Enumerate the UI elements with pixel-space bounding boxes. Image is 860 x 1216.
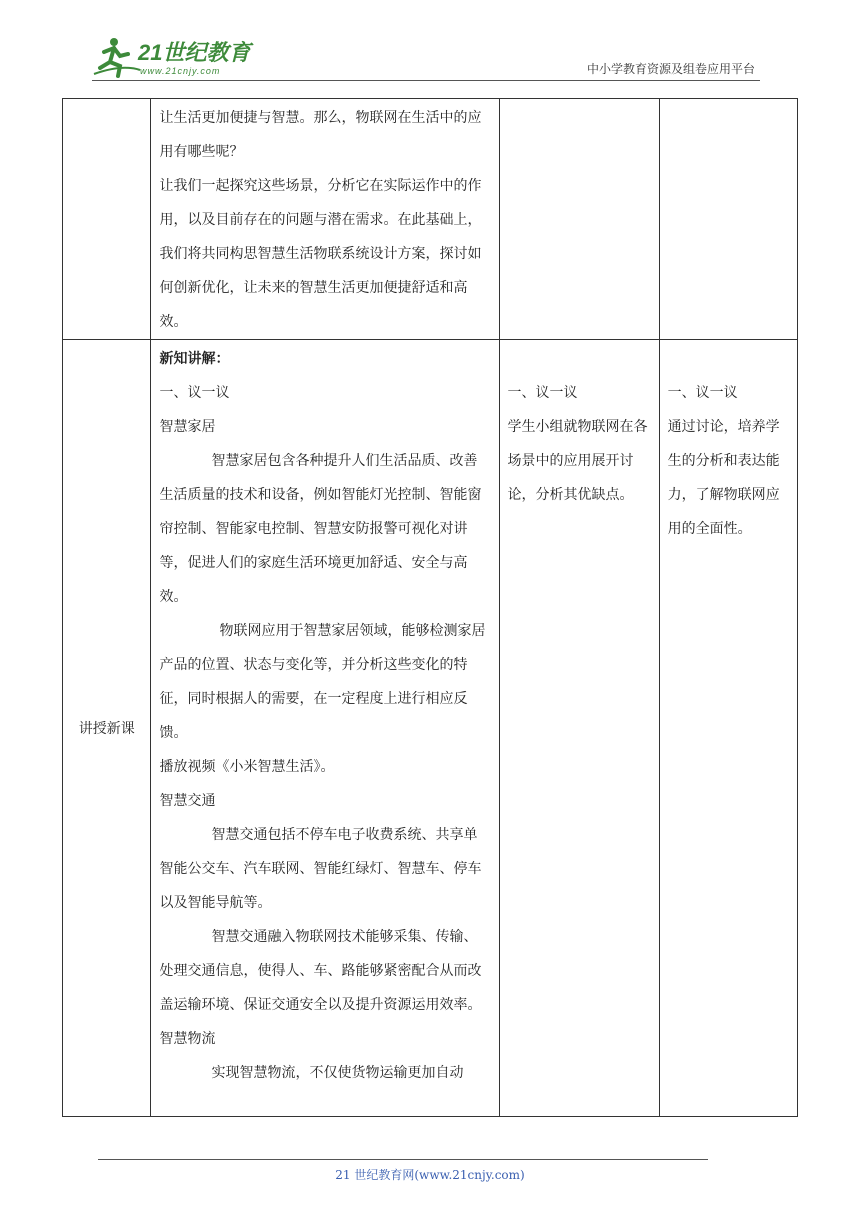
subheading: 一、议一议 (507, 385, 578, 401)
page-header (0, 0, 860, 90)
design-intent-cell (659, 340, 797, 1117)
content-cell (151, 340, 499, 1117)
subheading: 一、议一议 (159, 385, 230, 401)
header-divider (92, 80, 760, 81)
paragraph: 让我们一起探究这些场景，分析它在实际运作中的作用，以及目前存在的问题与潜在需求。在此基础上，我们将共同构思智慧生活物联系统设计方案，探讨如何创新优化，让未来的智慧生活更加便捷舒适和高效。 (159, 178, 482, 330)
runner-logo-icon (92, 34, 262, 80)
student-activity-cell (499, 99, 659, 340)
table-row (63, 340, 798, 1117)
paragraph: 实现智慧物流，不仅使货物运输更加自动 (211, 1065, 464, 1081)
footer-link[interactable]: 21 世纪教育网(www.21cnjy.com) (335, 1168, 525, 1182)
svg-text:www.21cnjy.com: www.21cnjy.com (140, 66, 221, 76)
paragraph: 播放视频《小米智慧生活》。 (159, 759, 335, 775)
section-cell (63, 99, 151, 340)
section-label: 讲授新课 (63, 340, 151, 1117)
student-activity-cell (499, 340, 659, 1117)
paragraph: 智慧交通融入物联网技术能够采集、传输、处理交通信息，使得人、车、路能够紧密配合从而改盖运输环境、保证交通安全以及提升资源运用效率。 (159, 929, 482, 1013)
paragraph: 智慧交通包括不停车电子收费系统、共享单智能公交车、汽车联网、智能红绿灯、智慧车、停车以及智能导航等。 (159, 827, 482, 911)
svg-text:21世纪教育: 21世纪教育 (138, 40, 251, 65)
paragraph: 通过讨论，培养学生的分析和表达能力，了解物联网应用的全面性。 (667, 419, 780, 537)
paragraph: 智慧家居包含各种提升人们生活品质、改善生活质量的技术和设备，例如智能灯光控制、智能窗帘控制、智能家电控制、智慧安防报警可视化对讲等，促进人们的家庭生活环境更加舒适、安全与高效。 (159, 453, 482, 605)
topic-title: 智慧家居 (159, 419, 216, 435)
design-intent-cell (659, 99, 797, 340)
topic-title: 智慧物流 (159, 1031, 216, 1047)
footer-divider (98, 1159, 708, 1160)
site-logo[interactable] (92, 34, 262, 80)
paragraph: 学生小组就物联网在各场景中的应用展开讨论，分析其优缺点。 (507, 419, 648, 503)
paragraph: 物联网应用于智慧家居领域，能够检测家居产品的位置、状态与变化等，并分析这些变化的特征，同时根据人的需要，在一定程度上进行相应反馈。 (159, 623, 486, 741)
lesson-plan-table (62, 98, 798, 1117)
content-cell (151, 99, 499, 340)
section-heading: 新知讲解： (159, 351, 230, 367)
topic-title: 智慧交通 (159, 793, 216, 809)
platform-tagline: 中小学教育资源及组卷应用平台 (586, 62, 755, 76)
table-row (63, 99, 798, 340)
paragraph: 让生活更加便捷与智慧。那么，物联网在生活中的应用有哪些呢？ (159, 110, 482, 160)
subheading: 一、议一议 (667, 385, 738, 401)
